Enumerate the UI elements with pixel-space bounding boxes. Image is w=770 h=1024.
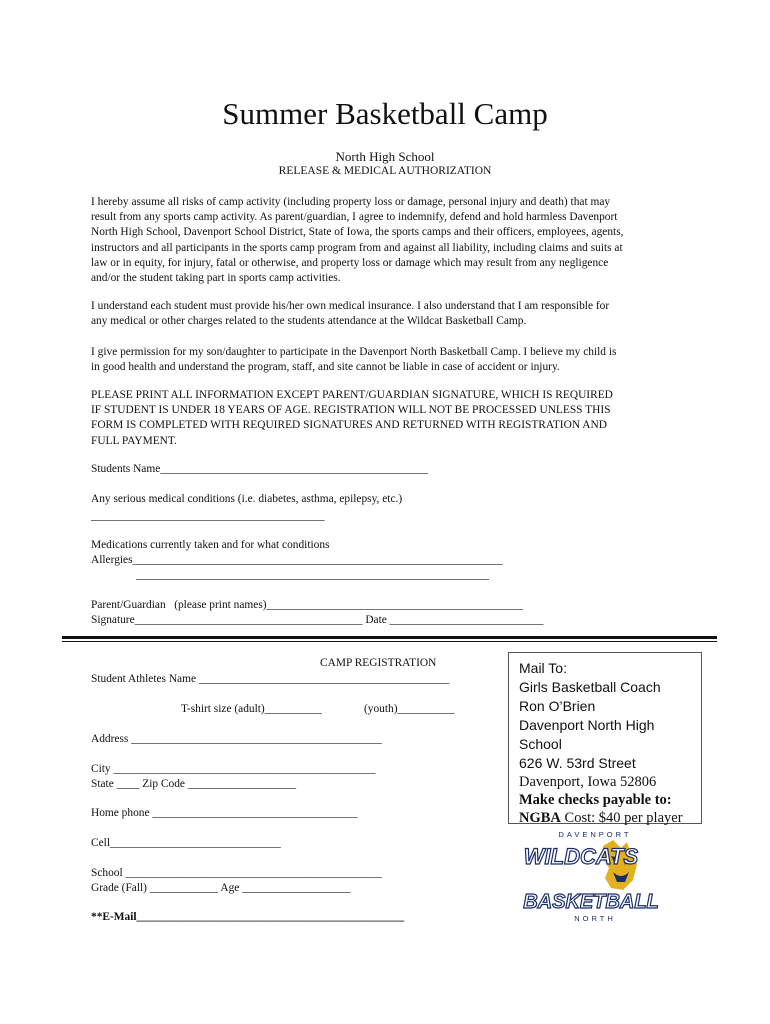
mail-recipient-name: Ron O’Brien <box>519 698 596 714</box>
payee-cost <box>519 809 701 827</box>
school-name: North High School <box>335 149 435 164</box>
logo-top-text: DAVENPORT <box>558 830 632 839</box>
home-phone-field[interactable]: Home phone ____________________________________ <box>91 807 358 819</box>
wildcats-basketball-logo <box>515 828 675 924</box>
mail-recipient-title: Girls Basketball Coach <box>519 679 661 695</box>
instructions-line: IF STUDENT IS UNDER 18 YEARS OF AGE. REGISTRATION WILL NOT BE PROCESSED UNLESS THIS <box>91 404 611 417</box>
insurance-paragraph <box>91 299 691 329</box>
form-subtitle: RELEASE & MEDICAL AUTHORIZATION <box>278 165 492 177</box>
mail-to-box <box>508 652 702 824</box>
checks-payable-label: Make checks payable to: <box>519 792 672 808</box>
instructions-paragraph <box>91 388 691 449</box>
risk-paragraph <box>91 195 691 286</box>
parent-names-field[interactable]: Parent/Guardian (please print names)_____________________________________________ <box>91 599 523 611</box>
insurance-line: I understand each student must provide his/her own medical insurance. I also understand that I am responsible for <box>91 300 610 312</box>
logo-main-text: WILDCATS <box>523 844 639 869</box>
school-field[interactable]: School _____________________________________________ <box>91 867 382 879</box>
insurance-line: any medical or other charges related to the students attendance at the Wildcat Basketball Camp. <box>91 315 527 328</box>
allergies-field[interactable]: Allergies_________________________________________________________________ <box>91 554 503 566</box>
risk-line: law or in equity, for injury, fatal or otherwise, and property loss or damage which may result from any negligence <box>91 256 609 269</box>
section-divider <box>62 636 717 639</box>
tshirt-youth-field[interactable]: (youth)__________ <box>364 703 455 715</box>
students-name-field[interactable]: Students Name_______________________________________________ <box>91 463 428 475</box>
logo-bottom-text: NORTH <box>574 914 616 923</box>
medications-label: Medications currently taken and for what conditions <box>91 539 330 551</box>
mail-street: 626 W. 53rd Street <box>519 755 636 771</box>
medical-conditions-label: Any serious medical conditions (i.e. diabetes, asthma, epilepsy, etc.) <box>91 493 403 505</box>
state-zip-field[interactable]: State ____ Zip Code ___________________ <box>91 778 297 790</box>
cell-field[interactable]: Cell______________________________ <box>91 837 281 849</box>
risk-line: and/or the student taking part in sports camp activities. <box>91 272 341 285</box>
cost-text: Cost: $40 per player <box>560 810 683 826</box>
section-divider-thin <box>62 641 717 642</box>
permission-line: I give permission for my son/daughter to participate in the Davenport North Basketball Camp. I believe my child is <box>91 346 617 358</box>
risk-line: I hereby assume all risks of camp activity (including property loss or damage, personal injury and death) that may <box>91 196 611 208</box>
logo-sub-text: BASKETBALL <box>523 891 659 913</box>
registration-heading: CAMP REGISTRATION <box>320 657 437 669</box>
city-field[interactable]: City ______________________________________________ <box>91 763 376 775</box>
mail-to-label: Mail To: <box>519 660 567 676</box>
address-field[interactable]: Address ____________________________________________ <box>91 733 382 745</box>
athlete-name-field[interactable]: Student Athletes Name ____________________________________________ <box>91 673 450 685</box>
page-title: Summer Basketball Camp <box>222 96 548 131</box>
grade-age-field[interactable]: Grade (Fall) ____________ Age ___________________ <box>91 882 351 894</box>
risk-line: instructors and all participants in the sports camp program from and against all liability, including claims and suits at <box>91 241 623 254</box>
risk-line: North High School, Davenport School District, State of Iowa, the sports camps and their officers, employees, agents, <box>91 226 624 239</box>
tshirt-adult-field[interactable]: T-shirt size (adult)__________ <box>181 703 322 715</box>
permission-paragraph <box>91 345 691 375</box>
medical-conditions-field[interactable]: _________________________________________ <box>91 510 325 522</box>
instructions-line: FULL PAYMENT. <box>91 434 177 447</box>
permission-line: in good health and understand the program, staff, and site cannot be liable in case of accident or injury. <box>91 361 560 374</box>
instructions-line: FORM IS COMPLETED WITH REQUIRED SIGNATURES AND RETURNED WITH REGISTRATION AND <box>91 419 607 432</box>
mail-school: Davenport North High School <box>519 717 655 752</box>
mail-city: Davenport, Iowa 52806 <box>519 774 657 790</box>
allergies-field-continued[interactable]: ______________________________________________________________ <box>136 569 490 581</box>
risk-line: result from any sports camp activity. As parent/guardian, I agree to indemnify, defend and hold harmless Davenport <box>91 211 618 224</box>
email-field[interactable]: **E-Mail_______________________________________________ <box>91 911 405 923</box>
payee-name: NGBA <box>519 810 561 826</box>
signature-date-field[interactable]: Signature________________________________________ Date ___________________________ <box>91 614 544 626</box>
instructions-line: PLEASE PRINT ALL INFORMATION EXCEPT PARENT/GUARDIAN SIGNATURE, WHICH IS REQUIRED <box>91 389 613 401</box>
